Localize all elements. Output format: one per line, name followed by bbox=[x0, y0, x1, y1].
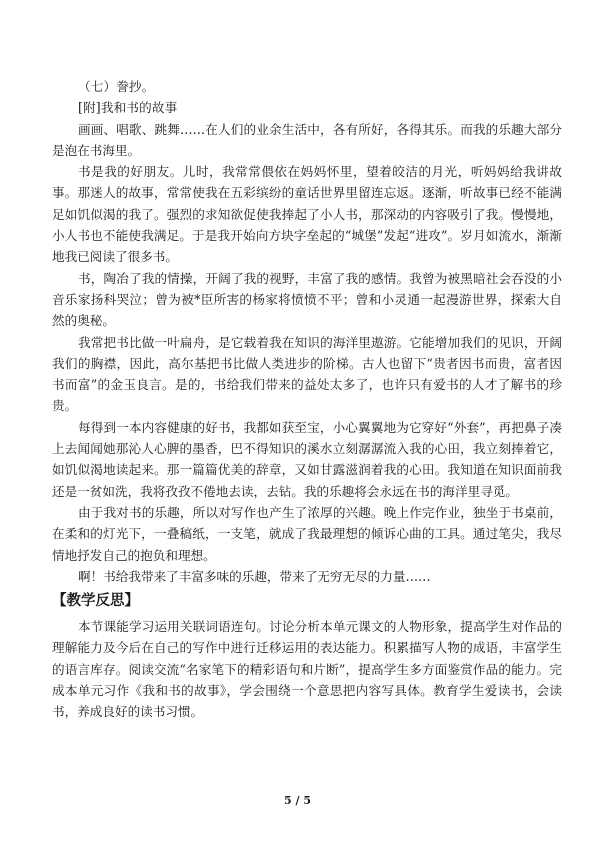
essay-paragraph-7: 啊！书给我带来了丰富多味的乐趣，带来了无穷无尽的力量…… bbox=[78, 568, 431, 584]
essay-paragraph-4: 我常把书比做一叶扁舟，是它载着我在知识的海洋里遨游。它能增加我们的见识，开阔我们的胸襟，因此，高尔基把书比做人类进步的阶梯。古人也留下“贵者因书而贵，富者因书而富”的金玉良言。是的，书给我们带来的益处太多了，也许只有爱书的人才了解书的珍贵。 bbox=[52, 334, 562, 414]
essay-paragraph-3: 书，陶冶了我的情操，开阔了我的视野，丰富了我的感情。我曾为被黑暗社会吞没的小音乐家扬科哭泣；曾为被*臣所害的杨家将愤愤不平；曾和小灵通一起漫游世界，探索大自然的奥秘。 bbox=[52, 270, 562, 329]
essay-paragraph-2: 书是我的好朋友。儿时，我常常偎依在妈妈怀里，望着皎洁的月光，听妈妈给我讲故事。那迷人的故事，常常使我在五彩缤纷的童话世界里留连忘返。逐渐，听故事已经不能满足如饥似渴的我了。强烈的求知欲促使我捧起了小人书，那深动的内容吸引了我。慢慢地，小人书也不能使我满足。于是我开始向方块字垒起的“城堡”发起“进攻”。岁月如流水，渐渐地我已阅读了很多书。 bbox=[52, 164, 562, 265]
reflection-heading: 【教学反思】 bbox=[52, 593, 139, 610]
essay-paragraph-5: 每得到一本内容健康的好书，我都如获至宝，小心翼翼地为它穿好“外套”，再把鼻子凑上去闻闻她那沁人心脾的墨香，巴不得知识的溪水立刻潺潺流入我的心田，我立刻捧着它，如饥似渴地读起来。那一篇篇优美的辞章，又如甘露滋润着我的心田。我知道在知识面前我还是一贫如洗，我将孜孜不倦地去读，去钻。我的乐趣将会永远在书的海洋里寻觅。 bbox=[52, 419, 562, 499]
essay-paragraph-1: 画画、唱歌、跳舞……在人们的业余生活中，各有所好，各得其乐。而我的乐趣大部分是泡在书海里。 bbox=[52, 121, 562, 158]
step-title: （七）誊抄。 bbox=[78, 79, 155, 94]
essay-paragraph-6: 由于我对书的乐趣，所以对写作也产生了浓厚的兴趣。晚上作完作业，独坐于书桌前，在柔和的灯光下，一叠稿纸，一支笔，就成了我最理想的倾诉心曲的工具。通过笔尖，我尽情地抒发自己的抱负和理想。 bbox=[52, 504, 562, 563]
document-body bbox=[52, 76, 562, 723]
reflection-paragraph: 本节课能学习运用关联词语连句。讨论分析本单元课文的人物形象，提高学生对作品的理解能力及今后在自己的写作中进行迁移运用的表达能力。积累描写人物的成语，丰富学生的语言库存。阅读交流“名家笔下的精彩语句和片断”，提高学生多方面鉴赏作品的能力。完成本单元习作《我和书的故事》，学会围绕一个意思把内容写具体。教育学生爱读书，会读书，养成良好的读书习惯。 bbox=[52, 619, 562, 720]
page-number: 5 / 5 bbox=[284, 794, 311, 807]
appendix-title: [附]我和书的故事 bbox=[78, 100, 178, 116]
